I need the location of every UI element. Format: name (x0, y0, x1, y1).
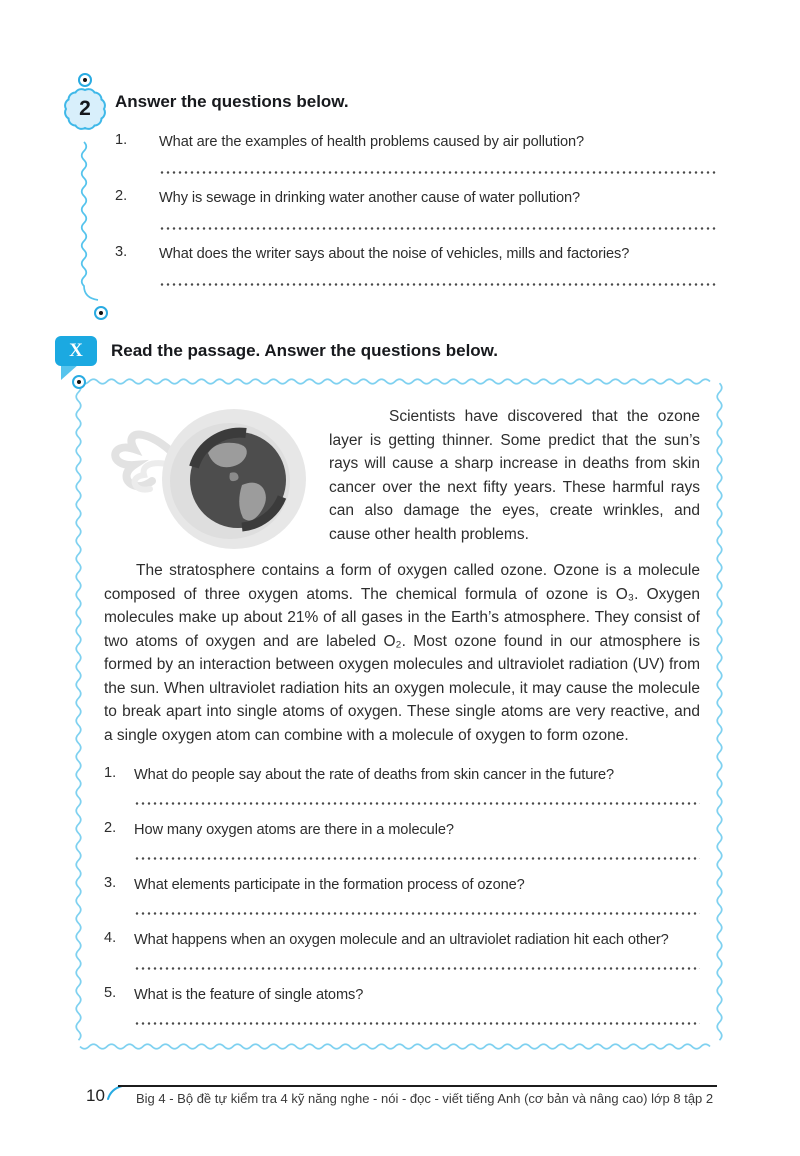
question-item (115, 244, 720, 287)
question-text: What elements participate in the formation process of ozone? (134, 877, 525, 893)
wavy-connector-line (76, 142, 108, 308)
question-item (104, 765, 700, 806)
question-text: What is the feature of single atoms? (134, 987, 364, 1003)
section-exercise-2 (60, 86, 720, 300)
page-footer (60, 1080, 720, 1120)
question-number: 3. (115, 244, 128, 260)
question-item (104, 930, 700, 971)
exercise-x-badge: X (55, 336, 97, 366)
passage-box (78, 381, 720, 1046)
question-number: 2. (115, 188, 128, 204)
question-number: 4. (104, 930, 117, 946)
question-number: 1. (115, 132, 128, 148)
question-number: 5. (104, 985, 117, 1001)
answer-line (134, 801, 700, 806)
exercise-number: 2 (79, 97, 91, 120)
question-text: What do people say about the rate of deaths from skin cancer in the future? (134, 767, 615, 783)
answer-line (134, 856, 700, 861)
wavy-border-bottom (80, 1042, 718, 1051)
answer-line (134, 1021, 700, 1026)
question-number: 2. (104, 820, 117, 836)
wavy-border-right (715, 383, 724, 1041)
passage-paragraph-2: The stratosphere contains a form of oxygen called ozone. Ozone is a molecule composed of three oxygen atoms. The chemical formula of ozone is O₃. Oxygen molecules make up about 21% of all gases in the Earth’s atmosphere. They consist of two atoms of oxygen and are labeled O₂. Most ozone found in our atmosphere is formed by an interaction between oxygen molecules and ultraviolet radiation (UV) from the sun. When ultraviolet radiation hits an oxygen molecule, it may cause the molecule to break apart into single atoms of oxygen. These single atoms are very reactive, and a single oxygen atom can combine with a molecule of oxygen to form ozone. (104, 562, 700, 744)
answer-line (134, 911, 700, 916)
exercise-2-title: Answer the questions below. (115, 92, 349, 111)
question-number: 1. (104, 765, 117, 781)
question-text: Why is sewage in drinking water another cause of water pollution? (159, 190, 581, 206)
pin-dot-icon (72, 375, 86, 389)
question-text: How many oxygen atoms are there in a molecule? (134, 822, 454, 838)
footer-text: Big 4 - Bộ đề tự kiểm tra 4 kỹ năng nghe - nói - đọc - viết tiếng Anh (cơ bản và nâng cao) lớp 8 tập 2 (136, 1091, 714, 1106)
pin-dot-icon (78, 73, 92, 87)
question-number: 3. (104, 875, 117, 891)
section-exercise-x (55, 336, 735, 382)
exercise-2-badge (62, 86, 108, 132)
passage-paragraph-1: Scientists have discovered that the ozone layer is getting thinner. Some predict that the sun’s rays will cause a sharp increase in deaths from skin cancer over the next fifty years. These harmful rays can also damage the eyes, create wrinkles, and cause other health problems. (329, 408, 700, 543)
pin-dot-icon (94, 306, 108, 320)
question-item (104, 875, 700, 916)
earth-ozone-illustration (104, 401, 319, 551)
question-item (104, 985, 700, 1026)
footer-rule (118, 1085, 717, 1087)
answer-line (159, 282, 716, 287)
question-item (115, 132, 720, 175)
wavy-border-top (80, 377, 718, 386)
answer-line (134, 966, 700, 971)
question-text: What are the examples of health problems caused by air pollution? (159, 134, 585, 150)
passage-questions (104, 765, 700, 1026)
page-number: 10 (86, 1086, 105, 1105)
question-item (104, 820, 700, 861)
question-item (115, 188, 720, 231)
answer-line (159, 226, 716, 231)
answer-line (159, 170, 716, 175)
question-text: What does the writer says about the noise of vehicles, mills and factories? (159, 246, 630, 262)
wavy-border-left (74, 383, 83, 1041)
question-text: What happens when an oxygen molecule and an ultraviolet radiation hit each other? (134, 932, 669, 948)
exercise-x-title: Read the passage. Answer the questions below. (111, 341, 498, 360)
